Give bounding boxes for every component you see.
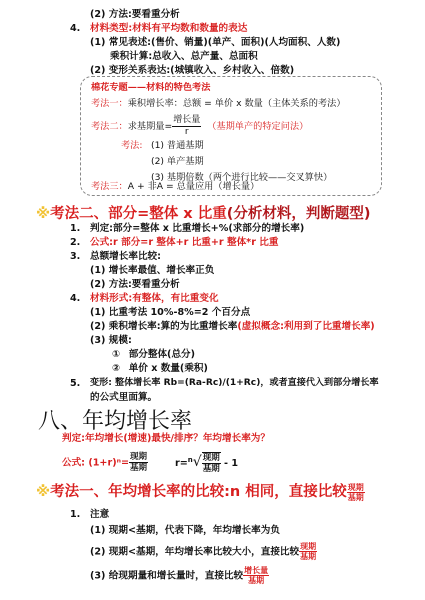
variant-formula: 变形: 整体增长率 Rb=(Ra-Rc)/(1+Rc)，或者直接代入到部分增长率 — [90, 378, 379, 388]
formula-line: 公式: (1+r)ⁿ= $\frac{\text{现期}}{\text{基期}}$ — [62, 452, 148, 473]
box-method-1: 考法一：乘积增长率：总额 = 单价 x 数量（主体关系的考法） — [91, 98, 346, 109]
scale-label: (3) 规模: — [90, 335, 132, 346]
box-sub-1: (1) 普通基期 — [151, 140, 204, 151]
root-fraction: $\frac{\text{现期}}{\text{基期}}$ — [202, 453, 220, 474]
item-number: 2. — [70, 237, 81, 248]
common-expression: (1) 常见表述:(售价、销量)(单产、面积)(人均面积、人数) — [90, 37, 341, 48]
item-number: 4. — [70, 293, 81, 304]
material-form: 材料形式:有整体，有比重变化 — [90, 293, 219, 304]
note-label: 注意 — [90, 509, 110, 520]
scale-item-2: ② 单价 x 数量(乘积) — [111, 363, 208, 374]
star-icon: ※ — [36, 484, 51, 500]
star-icon: ※ — [36, 206, 51, 222]
item-number: 1. — [70, 223, 81, 234]
box-method-2: 考法二：求基期量= $\frac{\text{增长量}}{r}$ （基期单产的特定问法） — [91, 115, 309, 137]
box-sub-label: 考法: — [121, 140, 143, 151]
note-item-2: (2) 现期<基期，年均增长率比较大小，直接比较 $\frac{\text{现期}}{\text{基期}}$ — [90, 542, 317, 561]
compare-fraction: $\frac{\text{现期}}{\text{基期}}$ — [347, 482, 364, 502]
proportion-method: (1) 比重考法 10%-8%=2 个百分点 — [90, 307, 251, 318]
present-base-fraction: $\frac{\text{现期}}{\text{基期}}$ — [130, 452, 148, 473]
item-number: 5. — [70, 378, 81, 389]
method-item: (2) 方法:要看重分析 — [90, 9, 180, 20]
judge-question: 判定:年均增长(增速)最快/排序？年均增长率为？ — [62, 433, 270, 444]
item-number: 1. — [70, 509, 81, 520]
section-title-method-2: ※考法二、部分=整体 x 比重(分析材料，判断题型) — [36, 206, 371, 222]
chapter-title: 八、年均增长率 — [38, 409, 193, 434]
note-fraction-2: $\frac{\text{增长量}}{\text{基期}}$ — [244, 566, 269, 585]
box-sub-2: (2) 单产基期 — [151, 156, 204, 167]
growth-fraction: $\frac{\text{增长量}}{r}$ — [173, 115, 201, 137]
formula-rule: 公式:r 部分=r 整体+r 比重+r 整体*r 比重 — [90, 237, 279, 248]
judge-rule: 判定:部分=整体 x 比重增长+%(求部分的增长率) — [90, 223, 305, 234]
note-fraction-1: $\frac{\text{现期}}{\text{基期}}$ — [300, 542, 317, 561]
item-number: 3. — [70, 251, 81, 262]
variant-expression: (2) 变形关系表达:(城镇收入、乡村收入、倍数) — [90, 65, 295, 76]
root-formula: r=$^n$√ $\frac{\text{现期}}{\text{基期}}$ - 1 — [175, 453, 239, 474]
cotton-topic-box — [80, 76, 382, 196]
item-number: 4. — [70, 23, 81, 34]
note-item-3: (3) 给现期量和增长量时，直接比较 $\frac{\text{增长量}}{\text{基期}}$ — [90, 566, 269, 585]
method-item: (2) 方法:要看重分析 — [90, 279, 180, 290]
product-calc: 乘积计算:总收入、总产量、总面积 — [110, 51, 258, 62]
variant-formula-cont: 的公式里面算。 — [90, 392, 158, 403]
box-method-3: 考法三：A + 非A = 总量应用（增长量） — [91, 181, 260, 192]
note-item-1: (1) 现期<基期，代表下降，年均增长率为负 — [90, 525, 280, 536]
scale-item-1: ① 部分整体(总分) — [111, 349, 196, 360]
section-title-method-1: ※考法一、年均增长率的比较:n 相同，直接比较 $\frac{\text{现期}}{\text{基期}}$ — [36, 482, 364, 502]
total-growth-compare: 总额增长率比较: — [90, 251, 161, 262]
material-type-heading: 材料类型:材料有平均数和数量的表达 — [90, 23, 248, 34]
box-title: 棉花专题——材料的特色考法 — [91, 82, 211, 93]
growth-extremes: (1) 增长率最值、增长率正负 — [90, 265, 215, 276]
product-growth-rate: (2) 乘积增长率:算的为比重增长率(虚拟概念:利用到了比重增长率) — [90, 321, 375, 332]
box-sub-3: (3) 基期倍数（两个进行比较——交叉算快） — [151, 172, 333, 183]
